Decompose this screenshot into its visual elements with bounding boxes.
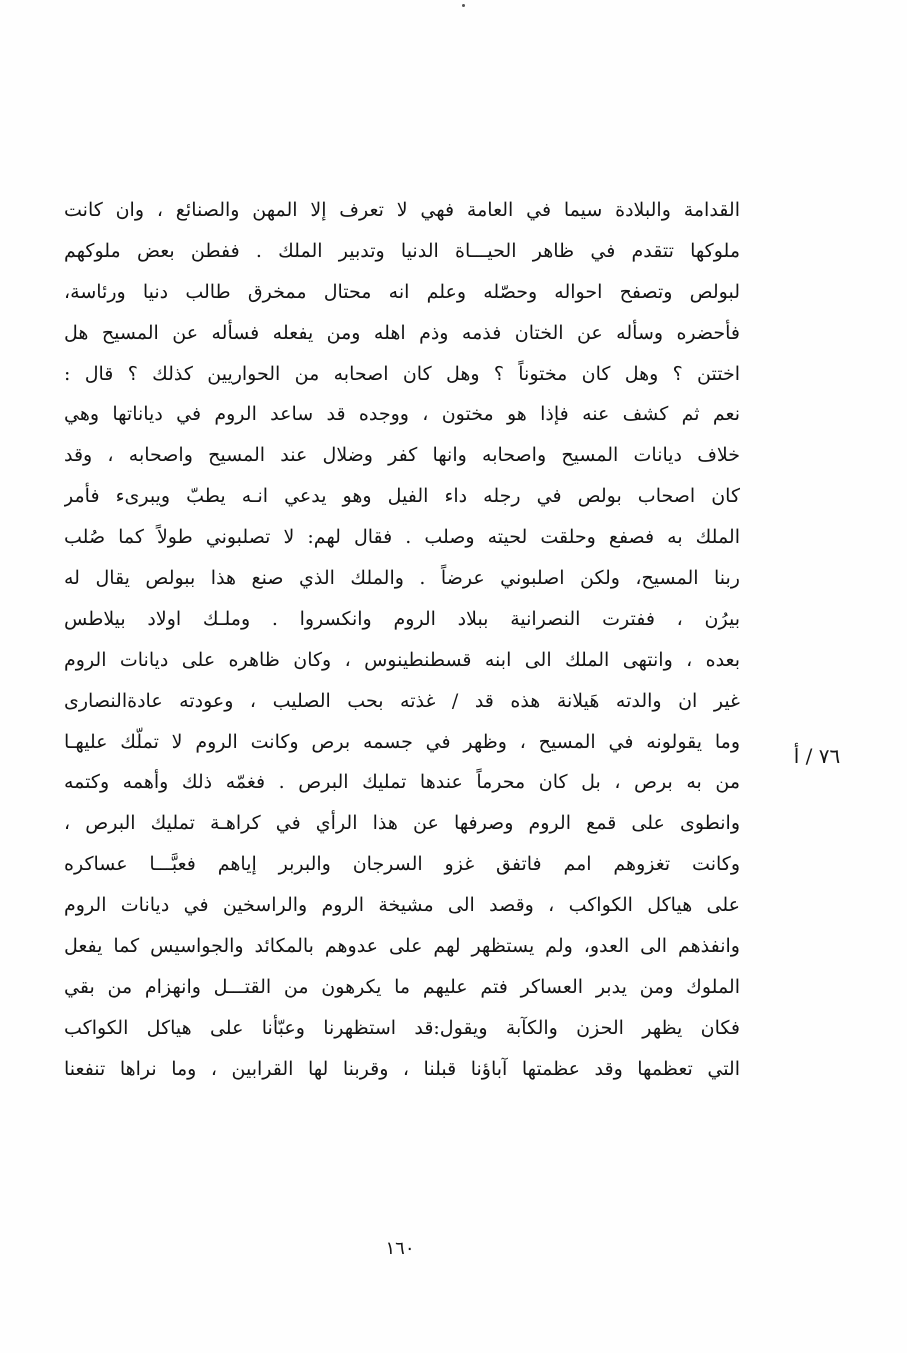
text-line-12: بعده ، وانتهى الملك الى ابنه قسطنطينوس ، وكان ظاهره على ديانات الروم: [64, 648, 740, 671]
text-line-10: ربنا المسيح، ولكن اصلبوني عرضاً . والملك الذي صنع هذا ببولص يقال له: [64, 567, 740, 590]
text-line-7: خلاف ديانات المسيح واصحابه وانها كفر وضلال عند المسيح واصحابه ، وقد: [64, 444, 740, 467]
text-line-6: نعم ثم كشف عنه فإذا هو مختون ، ووجده قد ساعد الروم في دياناتها وهي: [64, 403, 740, 426]
text-line-21: فكان يظهر الحزن والكآبة ويقول:قد استظهرنا وعبّأنا على هياكل الكواكب: [64, 1016, 740, 1039]
scan-speck: [462, 4, 465, 7]
text-line-20: الملوك ومن يدبر العساكر فتم عليهم ما يكرهون من القتـــل وانهزام من بقي: [64, 975, 740, 998]
text-line-13: غير ان والدته هَيلانة هذه قد / غذته بحب الصليب ، وعودته عادةالنصارى: [64, 689, 740, 712]
text-line-15: من به برص ، بل كان محرماً عندها تمليك البرص . فغمّه ذلك وأهمه وكتمه: [64, 771, 740, 794]
text-line-9: الملك به فصفع وحلقت لحيته وصلب . فقال لهم: لا تصلبوني طولاً كما صُلب: [64, 526, 740, 549]
text-line-18: على هياكل الكواكب ، وقصد الى مشيخة الروم والراسخين في ديانات الروم: [64, 894, 740, 917]
text-line-5: اختتن ؟ وهل كان مختوناً ؟ وهل كان اصحابه من الحواريين كذلك ؟ قال :: [64, 362, 740, 385]
text-line-16: وانطوى على قمع الروم وصرفها عن هذا الرأي في كراهـة تمليك البرص ،: [64, 812, 740, 835]
page-number: ١٦٠: [385, 1238, 415, 1259]
text-line-17: وكانت تغزوهم امم فاتفق غزو السرجان والبربر إياهم فعبَّـــا عساكره: [64, 853, 740, 876]
text-line-19: وانفذهم الى العدو، ولم يستظهر لهم على عدوهم بالمكائد والجواسيس كما يفعل: [64, 935, 740, 958]
text-line-8: كان اصحاب بولص في رجله داء الفيل وهو يدعي انـه يطبّ ويبرىء فأمر: [64, 485, 740, 508]
text-line-1: القدامة والبلادة سيما في العامة فهي لا تعرف إلا المهن والصنائع ، وان كانت: [64, 199, 740, 221]
text-line-14: وما يقولونه في المسيح ، وظهر في جسمه برص وكانت الروم لا تملّك عليهـا: [64, 730, 740, 753]
text-line-2: ملوكها تتقدم في ظاهر الحيـــاة الدنيا وتدبير الملك . ففطن بعض ملوكهم: [64, 239, 740, 262]
text-line-11: بيرُن ، ففترت النصرانية ببلاد الروم وانكسروا . وملـك اولاد بيلاطس: [64, 607, 740, 630]
body-text: [64, 190, 740, 1090]
text-line-3: لبولص وتصفح احواله وحصّله وعلم انه محتال ممخرق طالب دنيا ورئاسة،: [64, 280, 740, 303]
folio-margin-note: ٧٦ / أ: [793, 744, 841, 768]
text-line-4: فأحضره وسأله عن الختان فذمه وذم اهله ومن يفعله فسأله عن المسيح هل: [64, 321, 740, 344]
text-line-22: التي تعظمها وقد عظمتها آباؤنا قبلنا ، وقربنا لها القرابين ، وما نراها تنفعنا: [64, 1057, 740, 1080]
